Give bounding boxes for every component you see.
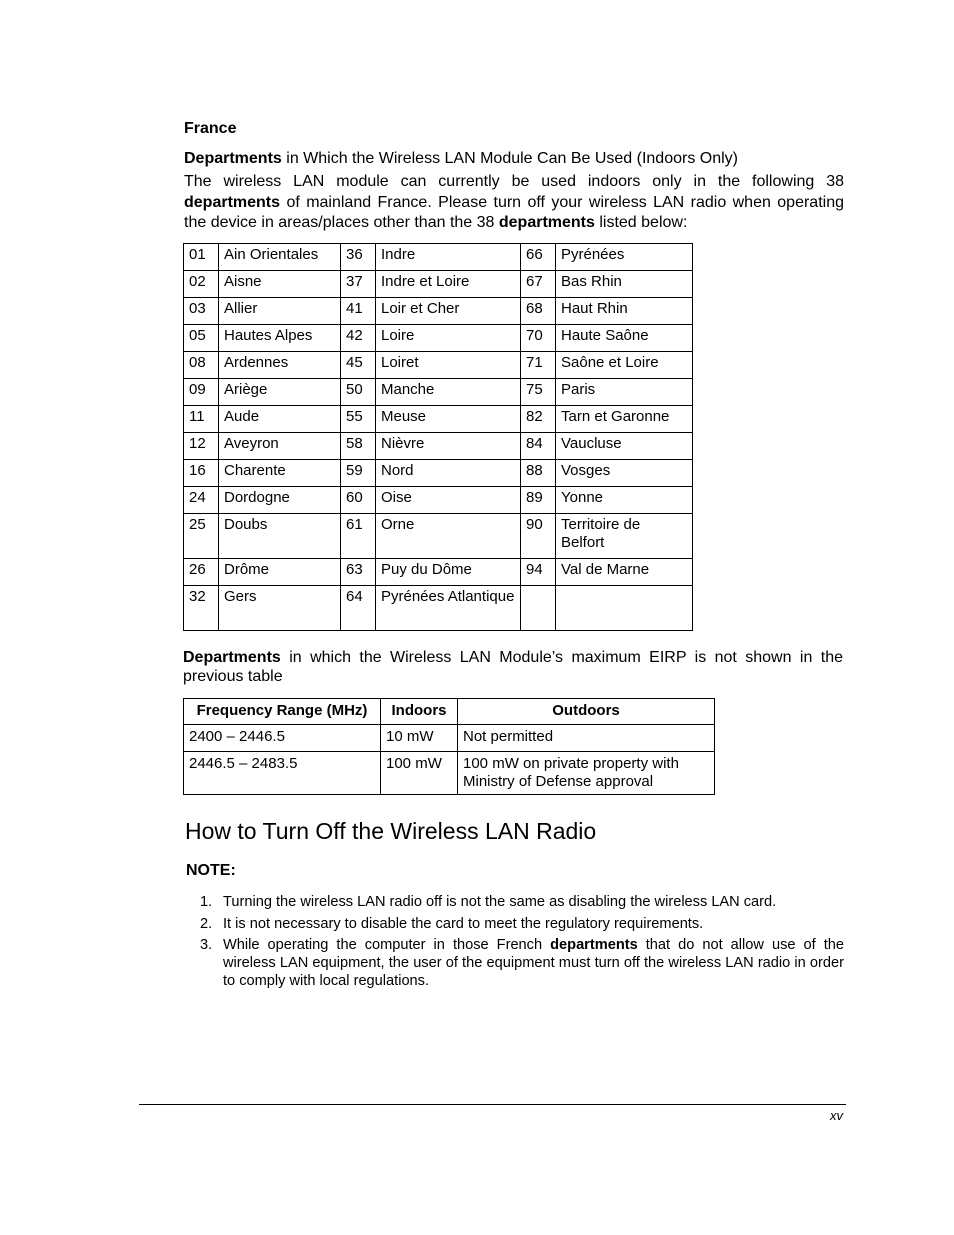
intro-text-3: listed below: bbox=[594, 214, 688, 231]
table-row bbox=[184, 298, 693, 325]
table-row bbox=[184, 586, 693, 631]
intro-bold-1: departments bbox=[184, 193, 281, 211]
table-row bbox=[184, 752, 715, 795]
department-name-cell: Saône et Loire bbox=[556, 352, 693, 379]
table-row bbox=[184, 460, 693, 487]
department-name-cell: Drôme bbox=[219, 559, 341, 586]
department-name-cell: Pyrénées bbox=[556, 244, 693, 271]
department-number-cell: 90 bbox=[521, 514, 556, 559]
department-number-cell: 25 bbox=[184, 514, 219, 559]
table-row bbox=[184, 514, 693, 559]
list-number: 1. bbox=[200, 894, 213, 910]
department-number-cell: 41 bbox=[341, 298, 376, 325]
department-number-cell: 09 bbox=[184, 379, 219, 406]
department-number-cell: 02 bbox=[184, 271, 219, 298]
table-row bbox=[184, 244, 693, 271]
list-number: 3. bbox=[200, 937, 213, 953]
department-number-cell: 37 bbox=[341, 271, 376, 298]
section-heading-turn-off-radio: How to Turn Off the Wireless LAN Radio bbox=[185, 818, 597, 844]
department-name-cell: Oise bbox=[376, 487, 521, 514]
department-name-cell: Yonne bbox=[556, 487, 693, 514]
department-name-cell: Loir et Cher bbox=[376, 298, 521, 325]
outdoors-cell: Not permitted bbox=[458, 725, 715, 752]
intro-text-1: The wireless LAN module can currently be used indoors only in the following 38 bbox=[184, 173, 844, 190]
department-name-cell: Haut Rhin bbox=[556, 298, 693, 325]
department-number-cell: 59 bbox=[341, 460, 376, 487]
table-row bbox=[184, 559, 693, 586]
department-number-cell: 63 bbox=[341, 559, 376, 586]
department-name-cell: Nord bbox=[376, 460, 521, 487]
departments-table bbox=[183, 243, 693, 631]
department-number-cell: 16 bbox=[184, 460, 219, 487]
department-name-cell: Charente bbox=[219, 460, 341, 487]
department-name-cell: Gers bbox=[219, 586, 341, 631]
column-header-frequency: Frequency Range (MHz) bbox=[184, 699, 381, 725]
department-number-cell: 84 bbox=[521, 433, 556, 460]
department-name-cell: Pyrénées Atlantique bbox=[376, 586, 521, 631]
department-name-cell: Hautes Alpes bbox=[219, 325, 341, 352]
department-name-cell: Dordogne bbox=[219, 487, 341, 514]
department-name-cell: Territoire de Belfort bbox=[556, 514, 693, 559]
department-number-cell: 05 bbox=[184, 325, 219, 352]
eirp-paragraph bbox=[183, 648, 843, 686]
eirp-text: in which the Wireless LAN Module’s maximum EIRP is not shown in the previous table bbox=[183, 649, 843, 685]
departments-bold: Departments bbox=[184, 150, 282, 167]
department-number-cell: 67 bbox=[521, 271, 556, 298]
table-row bbox=[184, 487, 693, 514]
eirp-bold: Departments bbox=[183, 649, 281, 666]
department-name-cell: Orne bbox=[376, 514, 521, 559]
departments-table-body bbox=[184, 244, 693, 631]
department-name-cell: Haute Saône bbox=[556, 325, 693, 352]
department-name-cell: Loire bbox=[376, 325, 521, 352]
note-text: While operating the computer in those French bbox=[223, 937, 551, 953]
indoors-cell: 100 mW bbox=[381, 752, 458, 795]
department-number-cell: 88 bbox=[521, 460, 556, 487]
department-number-cell: 61 bbox=[341, 514, 376, 559]
intro-paragraph bbox=[184, 172, 844, 234]
department-name-cell bbox=[556, 586, 693, 631]
department-name-cell: Ardennes bbox=[219, 352, 341, 379]
page-number: xv bbox=[830, 1108, 843, 1123]
department-name-cell: Loiret bbox=[376, 352, 521, 379]
outdoors-cell: 100 mW on private property with Ministry of Defense approval bbox=[458, 752, 715, 795]
table-row bbox=[184, 379, 693, 406]
department-number-cell: 94 bbox=[521, 559, 556, 586]
department-name-cell: Vaucluse bbox=[556, 433, 693, 460]
department-number-cell: 75 bbox=[521, 379, 556, 406]
department-number-cell: 24 bbox=[184, 487, 219, 514]
department-number-cell: 45 bbox=[341, 352, 376, 379]
note-text: that do not allow use of the wireless LAN equipment, the user of the equipment must turn off the wireless LAN radio in order to comply with local regulations. bbox=[223, 937, 844, 989]
department-name-cell: Paris bbox=[556, 379, 693, 406]
department-name-cell: Manche bbox=[376, 379, 521, 406]
departments-subtitle bbox=[184, 150, 738, 168]
department-number-cell: 50 bbox=[341, 379, 376, 406]
indoors-cell: 10 mW bbox=[381, 725, 458, 752]
department-number-cell: 55 bbox=[341, 406, 376, 433]
department-name-cell: Aude bbox=[219, 406, 341, 433]
department-number-cell: 66 bbox=[521, 244, 556, 271]
column-header-indoors: Indoors bbox=[381, 699, 458, 725]
intro-bold-2: departments bbox=[498, 214, 595, 231]
department-name-cell: Tarn et Garonne bbox=[556, 406, 693, 433]
note-bold: departments bbox=[550, 937, 638, 953]
department-number-cell: 60 bbox=[341, 487, 376, 514]
department-number-cell: 82 bbox=[521, 406, 556, 433]
department-name-cell: Ain Orientales bbox=[219, 244, 341, 271]
department-number-cell: 71 bbox=[521, 352, 556, 379]
intro-text-2: of mainland France. Please turn off your wireless LAN radio when operating the device in areas/places other than the 38 bbox=[184, 193, 844, 231]
departments-subtitle-text: in Which the Wireless LAN Module Can Be Used (Indoors Only) bbox=[281, 150, 738, 167]
department-name-cell: Aisne bbox=[219, 271, 341, 298]
department-name-cell: Doubs bbox=[219, 514, 341, 559]
list-item bbox=[196, 893, 844, 911]
department-number-cell bbox=[521, 586, 556, 631]
department-name-cell: Indre bbox=[376, 244, 521, 271]
column-header-outdoors: Outdoors bbox=[458, 699, 715, 725]
frequency-range-cell: 2400 – 2446.5 bbox=[184, 725, 381, 752]
department-number-cell: 42 bbox=[341, 325, 376, 352]
note-text: Turning the wireless LAN radio off is not the same as disabling the wireless LAN card. bbox=[223, 894, 777, 910]
department-number-cell: 36 bbox=[341, 244, 376, 271]
department-name-cell: Puy du Dôme bbox=[376, 559, 521, 586]
note-text: It is not necessary to disable the card to meet the regulatory requirements. bbox=[223, 915, 704, 932]
table-row bbox=[184, 725, 715, 752]
list-item bbox=[196, 915, 844, 933]
department-number-cell: 58 bbox=[341, 433, 376, 460]
department-name-cell: Vosges bbox=[556, 460, 693, 487]
department-number-cell: 08 bbox=[184, 352, 219, 379]
department-number-cell: 11 bbox=[184, 406, 219, 433]
frequency-table-header-row bbox=[184, 699, 715, 725]
department-name-cell: Val de Marne bbox=[556, 559, 693, 586]
department-number-cell: 89 bbox=[521, 487, 556, 514]
department-name-cell: Ariège bbox=[219, 379, 341, 406]
frequency-table bbox=[183, 698, 715, 795]
department-number-cell: 12 bbox=[184, 433, 219, 460]
footer-divider bbox=[139, 1104, 846, 1105]
department-name-cell: Allier bbox=[219, 298, 341, 325]
section-heading-france: France bbox=[184, 120, 237, 137]
list-item bbox=[196, 936, 844, 990]
table-row bbox=[184, 406, 693, 433]
department-number-cell: 26 bbox=[184, 559, 219, 586]
table-row bbox=[184, 352, 693, 379]
department-name-cell: Nièvre bbox=[376, 433, 521, 460]
note-list bbox=[196, 893, 844, 994]
table-row bbox=[184, 433, 693, 460]
department-name-cell: Meuse bbox=[376, 406, 521, 433]
list-number: 2. bbox=[200, 915, 213, 932]
department-number-cell: 03 bbox=[184, 298, 219, 325]
table-row bbox=[184, 271, 693, 298]
department-number-cell: 32 bbox=[184, 586, 219, 631]
table-row bbox=[184, 325, 693, 352]
department-name-cell: Bas Rhin bbox=[556, 271, 693, 298]
department-number-cell: 70 bbox=[521, 325, 556, 352]
department-name-cell: Aveyron bbox=[219, 433, 341, 460]
note-label: NOTE: bbox=[186, 862, 236, 879]
department-number-cell: 68 bbox=[521, 298, 556, 325]
department-number-cell: 64 bbox=[341, 586, 376, 631]
frequency-range-cell: 2446.5 – 2483.5 bbox=[184, 752, 381, 795]
department-name-cell: Indre et Loire bbox=[376, 271, 521, 298]
department-number-cell: 01 bbox=[184, 244, 219, 271]
